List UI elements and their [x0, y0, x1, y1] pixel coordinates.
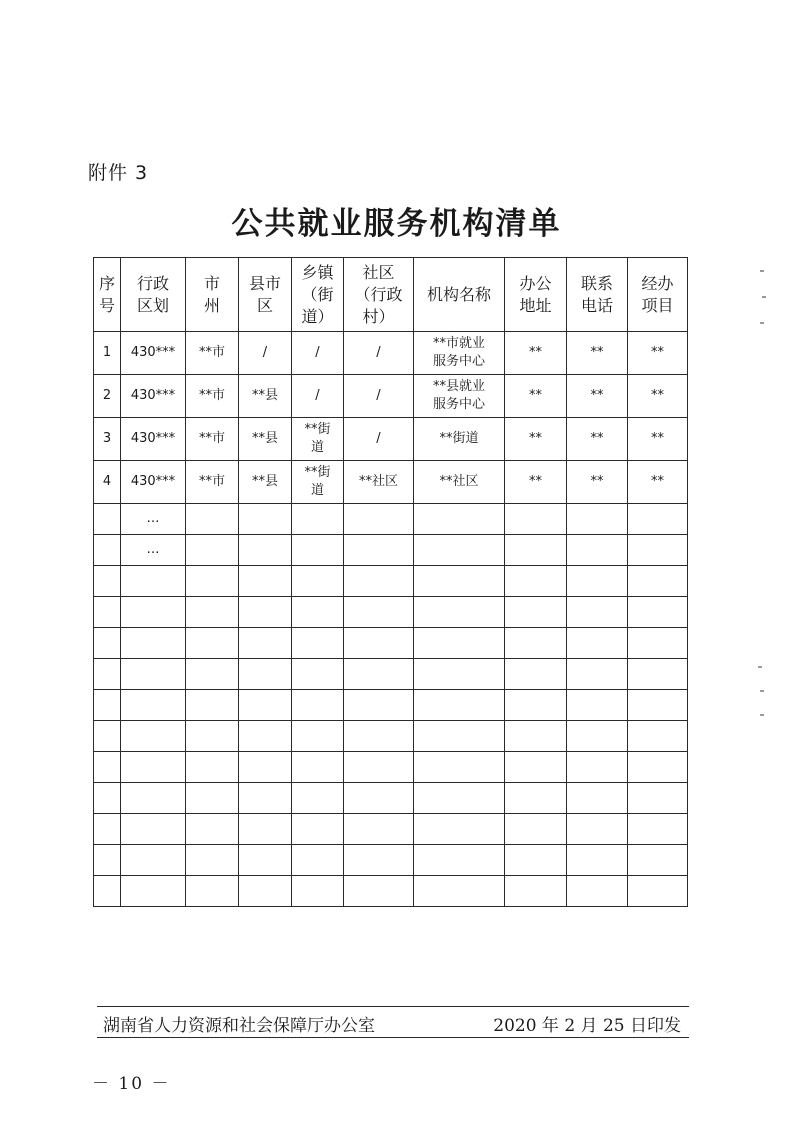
cell-seq: [94, 721, 121, 752]
cell-services: [628, 628, 688, 659]
cell-office-address: [505, 814, 567, 845]
cell-phone: [567, 814, 628, 845]
cell-services: [628, 876, 688, 907]
cell-seq: [94, 845, 121, 876]
cell-office-address: [505, 752, 567, 783]
cell-services: [628, 597, 688, 628]
cell-office-address: **: [505, 375, 567, 418]
cell-services: [628, 814, 688, 845]
cell-office-address: **: [505, 418, 567, 461]
attachment-label: 附件 3: [88, 162, 149, 184]
cell-services: [628, 845, 688, 876]
cell-services: [628, 566, 688, 597]
cell-community: [344, 659, 414, 690]
cell-seq: [94, 783, 121, 814]
cell-seq: [94, 566, 121, 597]
table-row-empty: [94, 690, 688, 721]
cell-office-address: [505, 535, 567, 566]
cell-admin-code: 430***: [121, 461, 186, 504]
cell-county: [239, 566, 292, 597]
cell-city: [186, 566, 239, 597]
cell-county: [239, 783, 292, 814]
cell-city: **市: [186, 332, 239, 375]
cell-admin-code: [121, 721, 186, 752]
cell-county: [239, 690, 292, 721]
cell-community: [344, 690, 414, 721]
cell-services: **: [628, 461, 688, 504]
cell-town: [292, 690, 344, 721]
cell-seq: [94, 876, 121, 907]
cell-phone: **: [567, 332, 628, 375]
cell-office-address: **: [505, 461, 567, 504]
cell-institution-name: **街道: [414, 418, 505, 461]
cell-city: [186, 597, 239, 628]
cell-town: [292, 535, 344, 566]
table-header-row: [94, 258, 688, 332]
cell-services: [628, 721, 688, 752]
header-community: 社区 （行政 村）: [344, 258, 414, 332]
table-row: [94, 418, 688, 461]
cell-institution-name: **社区: [414, 461, 505, 504]
header-services: 经办 项目: [628, 258, 688, 332]
cell-admin-code: [121, 845, 186, 876]
table-row-empty: [94, 783, 688, 814]
cell-seq: [94, 535, 121, 566]
cell-town: [292, 566, 344, 597]
cell-phone: **: [567, 461, 628, 504]
cell-office-address: [505, 690, 567, 721]
cell-community: /: [344, 375, 414, 418]
cell-phone: [567, 845, 628, 876]
cell-office-address: [505, 845, 567, 876]
cell-community: [344, 845, 414, 876]
scan-mark: [762, 296, 766, 298]
header-county: 县市 区: [239, 258, 292, 332]
cell-office-address: [505, 504, 567, 535]
cell-admin-code: 430***: [121, 418, 186, 461]
cell-city: **市: [186, 418, 239, 461]
cell-services: [628, 690, 688, 721]
table-row: [94, 375, 688, 418]
header-seq: 序 号: [94, 258, 121, 332]
cell-community: [344, 721, 414, 752]
cell-services: **: [628, 375, 688, 418]
scan-mark: [758, 666, 762, 668]
cell-seq: 4: [94, 461, 121, 504]
cell-town: [292, 876, 344, 907]
table-row-empty: [94, 752, 688, 783]
cell-admin-code: [121, 566, 186, 597]
table-row-empty: [94, 876, 688, 907]
cell-seq: [94, 752, 121, 783]
cell-admin-code: [121, 690, 186, 721]
cell-phone: **: [567, 375, 628, 418]
table-row: [94, 332, 688, 375]
cell-county: [239, 628, 292, 659]
page-number: － 10 －: [92, 1074, 171, 1094]
cell-phone: [567, 721, 628, 752]
cell-office-address: [505, 783, 567, 814]
cell-admin-code: 430***: [121, 375, 186, 418]
cell-community: [344, 814, 414, 845]
cell-office-address: [505, 659, 567, 690]
cell-office-address: [505, 597, 567, 628]
cell-institution-name: [414, 752, 505, 783]
cell-seq: [94, 628, 121, 659]
header-office-address: 办公 地址: [505, 258, 567, 332]
scan-mark: [760, 690, 764, 692]
scan-mark: [760, 270, 764, 272]
cell-county: [239, 814, 292, 845]
cell-community: **社区: [344, 461, 414, 504]
cell-city: [186, 845, 239, 876]
cell-community: [344, 752, 414, 783]
cell-phone: [567, 535, 628, 566]
cell-institution-name: [414, 597, 505, 628]
cell-town: [292, 628, 344, 659]
cell-phone: [567, 597, 628, 628]
cell-office-address: [505, 566, 567, 597]
cell-county: **县: [239, 418, 292, 461]
cell-community: [344, 783, 414, 814]
cell-community: [344, 566, 414, 597]
cell-county: **县: [239, 461, 292, 504]
issuer-office: 湖南省人力资源和社会保障厅办公室: [103, 1016, 375, 1036]
table-row-ellipsis: [94, 535, 688, 566]
cell-institution-name: [414, 876, 505, 907]
issue-date: 2020 年 2 月 25 日印发: [493, 1016, 681, 1036]
table-row-ellipsis: [94, 504, 688, 535]
table-row-empty: [94, 721, 688, 752]
cell-city: [186, 783, 239, 814]
cell-town: [292, 783, 344, 814]
cell-city: [186, 814, 239, 845]
header-admin-code: 行政 区划: [121, 258, 186, 332]
cell-phone: **: [567, 418, 628, 461]
cell-phone: [567, 566, 628, 597]
issue-footer: [97, 1006, 689, 1038]
cell-office-address: [505, 876, 567, 907]
cell-town: **街 道: [292, 418, 344, 461]
table-row-empty: [94, 597, 688, 628]
cell-seq: [94, 597, 121, 628]
header-institution-name: 机构名称: [414, 258, 505, 332]
cell-institution-name: [414, 504, 505, 535]
cell-admin-code: [121, 783, 186, 814]
cell-admin-code: [121, 876, 186, 907]
cell-services: [628, 535, 688, 566]
cell-town: [292, 814, 344, 845]
cell-admin-code: [121, 597, 186, 628]
cell-seq: 3: [94, 418, 121, 461]
cell-county: **县: [239, 375, 292, 418]
cell-city: [186, 659, 239, 690]
cell-seq: [94, 504, 121, 535]
cell-admin-code: [121, 814, 186, 845]
cell-admin-code: 430***: [121, 332, 186, 375]
cell-town: [292, 752, 344, 783]
cell-services: [628, 783, 688, 814]
cell-institution-name: [414, 628, 505, 659]
cell-community: /: [344, 418, 414, 461]
cell-seq: 1: [94, 332, 121, 375]
cell-phone: [567, 690, 628, 721]
cell-phone: [567, 659, 628, 690]
cell-town: [292, 845, 344, 876]
cell-city: [186, 876, 239, 907]
cell-institution-name: [414, 659, 505, 690]
cell-county: [239, 721, 292, 752]
cell-seq: 2: [94, 375, 121, 418]
cell-admin-code: [121, 628, 186, 659]
cell-phone: [567, 752, 628, 783]
cell-admin-code: …: [121, 504, 186, 535]
header-phone: 联系 电话: [567, 258, 628, 332]
cell-town: [292, 597, 344, 628]
cell-seq: [94, 814, 121, 845]
cell-phone: [567, 876, 628, 907]
cell-city: [186, 721, 239, 752]
document-title: 公共就业服务机构清单: [231, 206, 562, 242]
cell-services: [628, 504, 688, 535]
cell-town: /: [292, 332, 344, 375]
cell-city: [186, 628, 239, 659]
cell-city: [186, 504, 239, 535]
cell-office-address: **: [505, 332, 567, 375]
scan-mark: [760, 714, 764, 716]
cell-institution-name: [414, 814, 505, 845]
table-row-empty: [94, 659, 688, 690]
cell-town: /: [292, 375, 344, 418]
cell-county: [239, 752, 292, 783]
cell-county: [239, 535, 292, 566]
cell-town: [292, 504, 344, 535]
cell-institution-name: [414, 535, 505, 566]
cell-community: [344, 535, 414, 566]
header-city: 市 州: [186, 258, 239, 332]
cell-county: /: [239, 332, 292, 375]
cell-institution-name: [414, 783, 505, 814]
cell-town: **街 道: [292, 461, 344, 504]
cell-institution-name: [414, 566, 505, 597]
cell-community: [344, 876, 414, 907]
cell-institution-name: [414, 721, 505, 752]
cell-city: [186, 535, 239, 566]
cell-city: **市: [186, 375, 239, 418]
cell-community: [344, 504, 414, 535]
cell-city: **市: [186, 461, 239, 504]
cell-institution-name: **市就业 服务中心: [414, 332, 505, 375]
cell-services: [628, 659, 688, 690]
cell-town: [292, 721, 344, 752]
cell-phone: [567, 504, 628, 535]
cell-institution-name: [414, 845, 505, 876]
cell-county: [239, 597, 292, 628]
cell-county: [239, 845, 292, 876]
table-row-empty: [94, 814, 688, 845]
table-row: [94, 461, 688, 504]
cell-town: [292, 659, 344, 690]
scan-mark: [760, 322, 764, 324]
institution-table: [93, 257, 688, 907]
table-row-empty: [94, 628, 688, 659]
cell-phone: [567, 783, 628, 814]
cell-community: [344, 628, 414, 659]
cell-admin-code: …: [121, 535, 186, 566]
cell-county: [239, 504, 292, 535]
cell-phone: [567, 628, 628, 659]
cell-seq: [94, 659, 121, 690]
cell-admin-code: [121, 752, 186, 783]
cell-county: [239, 659, 292, 690]
cell-admin-code: [121, 659, 186, 690]
table-row-empty: [94, 845, 688, 876]
header-town: 乡镇 （街 道）: [292, 258, 344, 332]
cell-institution-name: [414, 690, 505, 721]
cell-services: [628, 752, 688, 783]
cell-county: [239, 876, 292, 907]
cell-services: **: [628, 332, 688, 375]
cell-institution-name: **县就业 服务中心: [414, 375, 505, 418]
cell-office-address: [505, 628, 567, 659]
cell-services: **: [628, 418, 688, 461]
cell-city: [186, 752, 239, 783]
cell-office-address: [505, 721, 567, 752]
cell-city: [186, 690, 239, 721]
cell-community: [344, 597, 414, 628]
table-row-empty: [94, 566, 688, 597]
cell-seq: [94, 690, 121, 721]
cell-community: /: [344, 332, 414, 375]
